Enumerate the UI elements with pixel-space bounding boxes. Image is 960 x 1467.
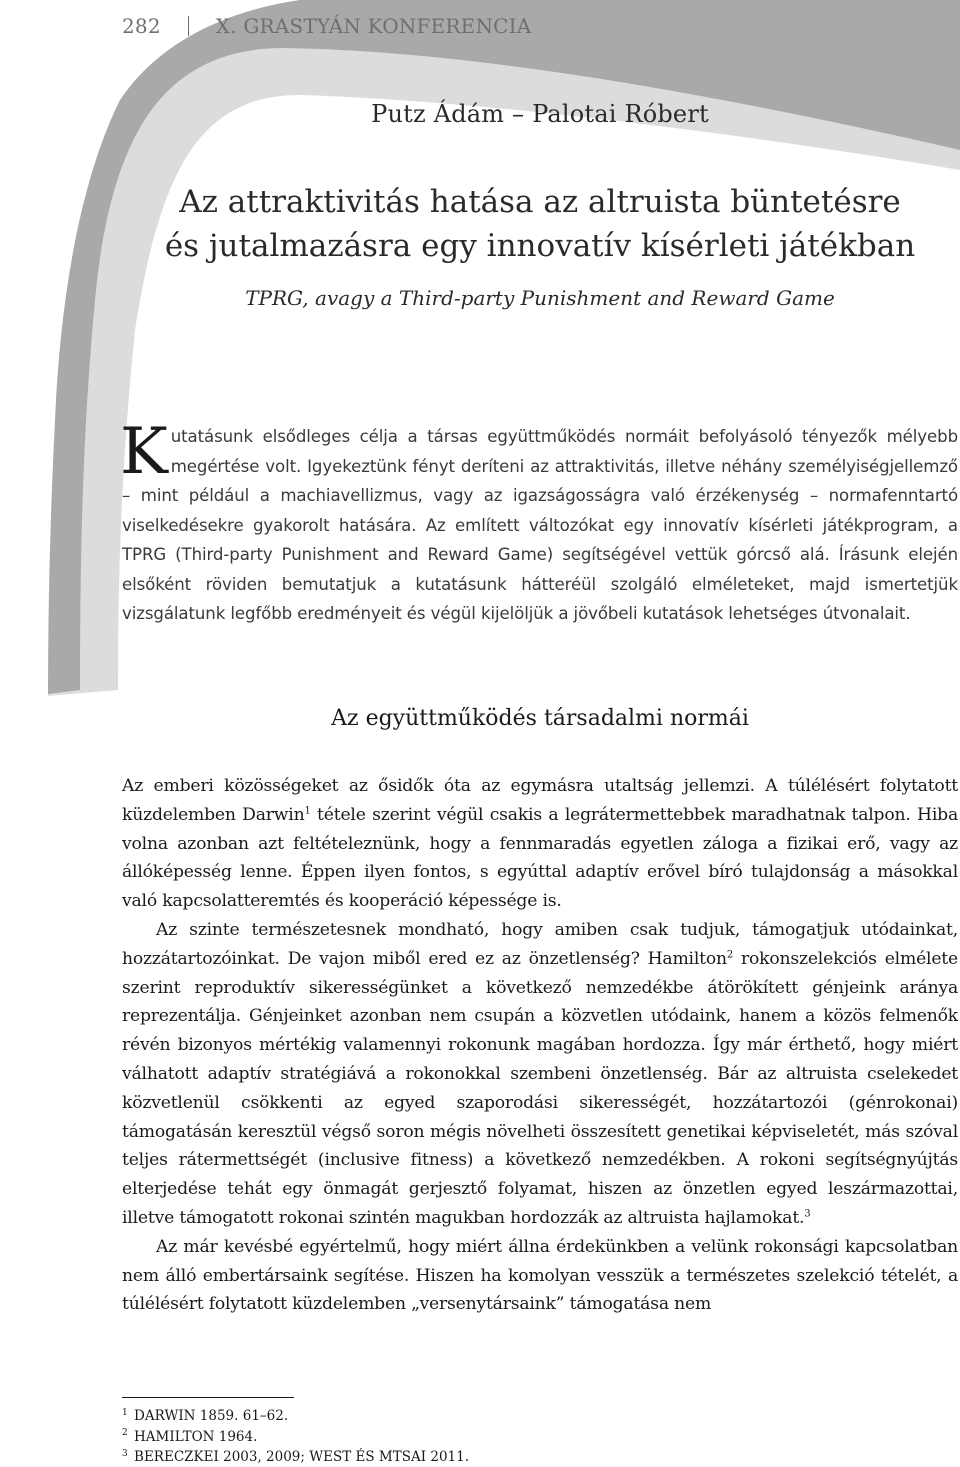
footnote-1-text: DARWIN 1859. 61–62. bbox=[134, 1408, 289, 1424]
footnote-1-number: 1 bbox=[122, 1407, 128, 1418]
paragraph-3: Az már kevésbé egyértelmű, hogy miért állna érdekünkben a velünk rokonsági kapcsolatban nem álló embertársaink segítése. Hiszen ha komolyan vesszük a természetes szelekció tételét, a túlélésért folytatott küzdelemben „versenytársaink” támogatása nem bbox=[122, 1236, 958, 1315]
paragraph-2-text-a: Az szinte természetesnek mondható, hogy amiben csak tudjuk, támogatjuk utódainkat, hozzátartozóinkat. De vajon miből ered ez az önzetlenség? Hamilton bbox=[122, 919, 958, 969]
article-authors: Putz Ádám – Palotai Róbert bbox=[371, 100, 709, 128]
footnote-3 bbox=[122, 1447, 469, 1467]
footnote-2-text: HAMILTON 1964. bbox=[134, 1428, 258, 1445]
page-number: 282 bbox=[122, 14, 161, 38]
paragraph-1-text-b: tétele szerint végül csakis a legrátermettebbek maradhatnak talpon. Hiba volna azonban azt feltételeznünk, hogy a fennmaradás egyetlen záloga a fizikai erő, vagy az állóképesség lenne. Éppen ilyen fontos, s egyúttal adaptív erővel bíró tulajdonság a másokkal való kapcsolatteremtés és kooperáció képessége is. bbox=[122, 804, 958, 912]
article-subtitle: TPRG, avagy a Third-party Punishment and Reward Game bbox=[245, 286, 835, 310]
footnote-ref-3: 3 bbox=[804, 1208, 811, 1220]
footnote-rule bbox=[122, 1397, 294, 1398]
footnote-3-number: 3 bbox=[122, 1448, 128, 1459]
running-head bbox=[122, 14, 531, 38]
footnotes bbox=[122, 1406, 469, 1467]
paragraph-2-text-b: rokonszelekciós elmélete szerint reproduktív sikerességünket a következő nemzedékbe átörökített génjeink aránya reprezentálja. Génjeinket azonban nem csupán a közvetlen utódaink, hanem a közös felmenők révén bizonyos mértékig valamennyi rokonunk magában hordozza. Így már érthető, hogy miért válhatott adaptív stratégiává a rokonokkal szembeni önzetlenség. Bár az altruista cselekedet közvetlenül csökkenti az egyed szaporodási sikerességét, hozzátartozói (génrokonai) támogatásán keresztül végső soron mégis növelheti összesített genetikai képviseletét, más szóval teljes rátermettségét (inclusive fitness) a következő nemzedékben. A rokoni segítségnyújtás elterjedése tehát egy önmagát gerjesztő folyamat, hiszen az önzetlen egyed leszármazottai, illetve támogatott rokonai szintén magukban hordozzák az altruista hajlamokat. bbox=[122, 948, 958, 1228]
footnote-ref-1: 1 bbox=[304, 805, 311, 817]
drop-cap: K bbox=[120, 415, 168, 489]
body-text bbox=[122, 772, 958, 1319]
paragraph-1 bbox=[122, 772, 958, 916]
article-title bbox=[0, 180, 960, 268]
footnote-3-text: BERECZKEI 2003, 2009; WEST ÉS MTSAI 2011. bbox=[134, 1449, 469, 1465]
title-line-1: Az attraktivitás hatása az altruista büntetésre bbox=[179, 184, 901, 220]
conference-name: X. GRASTYÁN KONFERENCIA bbox=[215, 14, 532, 38]
footnote-ref-2: 2 bbox=[726, 949, 734, 961]
section-heading: Az együttműködés társadalmi normái bbox=[331, 706, 749, 731]
footnote-2-number: 2 bbox=[122, 1428, 128, 1438]
title-line-2: és jutalmazásra egy innovatív kísérleti játékban bbox=[164, 228, 916, 264]
paragraph-1-text-a: Az emberi közösségeket az ősidők óta az egymásra utaltság jellemzi. A túlélésért folytatott küzdelemben Darwin bbox=[122, 776, 958, 825]
header-separator bbox=[188, 16, 189, 36]
abstract bbox=[120, 415, 958, 629]
footnote-1 bbox=[122, 1406, 469, 1427]
footnote-2 bbox=[122, 1427, 469, 1448]
paragraph-2 bbox=[122, 916, 958, 1233]
abstract-text: utatásunk elsődleges célja a társas együttműködés normáit befolyásoló tényezők mélyebb megértése volt. Igyekeztünk fényt deríteni az attraktivitás, illetve néhány személyiségjellemző – mint például a machiavellizmus, vagy az igazságosságra való érzékenység – normafenntartó viselkedésekre gyakorolt hatására. Az említett változókat egy innovatív kísérleti játékprogram, a TPRG (Third-party Punishment and Reward Game) segítségével vettük górcső alá. Írásunk elején elsőként röviden bemutatjuk a kutatásunk hátteréül szolgáló elméleteket, majd ismertetjük vizsgálatunk legfőbb eredményeit és végül kijelöljük a jövőbeli kutatások lehetséges útvonalait. bbox=[122, 427, 958, 623]
